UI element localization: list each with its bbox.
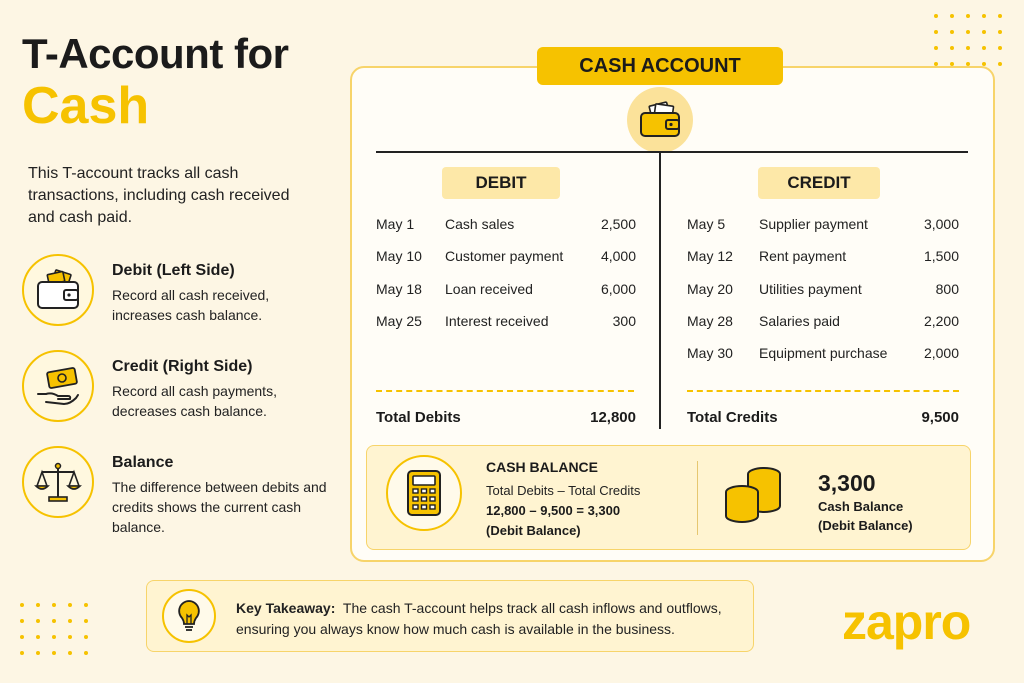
credit-description: Supplier payment [759, 216, 868, 232]
credit-row [687, 313, 959, 333]
intro-text: This T-account tracks all cash transactions, including cash received and cash paid. [28, 165, 290, 226]
page-title-highlight: Cash [22, 77, 150, 135]
cash-balance-calc: 12,800 – 9,500 = 3,300 [486, 503, 621, 518]
debit-date: May 1 [376, 216, 415, 232]
key-takeaway-label: Key Takeaway: [236, 600, 336, 616]
key-takeaway-text [236, 598, 746, 640]
cash-account-title: CASH ACCOUNT [537, 47, 783, 85]
wallet-icon [627, 87, 693, 153]
lightbulb-icon [162, 589, 216, 643]
debit-description: Loan received [445, 281, 533, 297]
credit-date: May 20 [687, 281, 733, 297]
credit-date: May 5 [687, 216, 726, 232]
credit-description: Utilities payment [759, 281, 862, 297]
cash-balance-value: 3,300 [818, 470, 876, 496]
debit-date: May 25 [376, 313, 422, 329]
credit-divider [687, 390, 959, 392]
credit-row [687, 345, 959, 365]
debit-amount: 2,500 [600, 216, 636, 232]
credit-amount: 2,200 [923, 313, 959, 329]
cash-balance-formula: Total Debits – Total Credits [486, 483, 641, 498]
debit-amount: 6,000 [600, 281, 636, 297]
total-debits-value: 12,800 [590, 409, 636, 426]
balance-divider [697, 461, 698, 535]
feature-title: Debit (Left Side) [112, 262, 235, 279]
credit-date: May 12 [687, 248, 733, 264]
debit-row [376, 313, 636, 333]
debit-description: Customer payment [445, 248, 564, 264]
credit-date: May 28 [687, 313, 733, 329]
cash-balance-value-label: Cash Balance [818, 499, 904, 514]
total-debits-label: Total Debits [376, 409, 461, 426]
debit-date: May 10 [376, 248, 422, 264]
credit-row [687, 248, 959, 268]
credit-amount: 1,500 [923, 248, 959, 264]
credit-description: Salaries paid [759, 313, 840, 329]
debit-date: May 18 [376, 281, 422, 297]
credit-description: Rent payment [759, 248, 847, 264]
feature-title: Credit (Right Side) [112, 358, 253, 375]
feature-credit [22, 350, 342, 430]
total-credits-value: 9,500 [921, 409, 959, 426]
page-title: T-Account for [22, 30, 289, 77]
credit-row [687, 281, 959, 301]
brand-logo: zapro [842, 594, 971, 650]
cash-balance-note: (Debit Balance) [486, 523, 581, 538]
total-credits-label: Total Credits [687, 409, 778, 426]
debit-header: DEBIT [442, 167, 560, 199]
debit-row [376, 216, 636, 236]
credit-header: CREDIT [758, 167, 880, 199]
key-takeaway-body: The cash T-account helps track all cash inflows and outflows, ensuring you always know how much cash is available in the business. [236, 600, 722, 637]
decorative-dots [934, 14, 1002, 66]
debit-description: Interest received [445, 313, 549, 329]
decorative-dots [20, 603, 88, 655]
scale-icon [22, 446, 94, 518]
credit-amount: 800 [935, 281, 959, 297]
debit-description: Cash sales [445, 216, 515, 232]
feature-description: Record all cash received, increases cash balance. [112, 287, 270, 323]
feature-debit [22, 254, 342, 334]
t-account-vertical-line [659, 151, 661, 429]
credit-date: May 30 [687, 345, 733, 361]
debit-amount: 4,000 [600, 248, 636, 264]
coins-icon [722, 462, 784, 535]
feature-description: The difference between debits and credits shows the current cash balance. [112, 479, 327, 535]
calculator-icon [386, 455, 462, 531]
debit-divider [376, 390, 634, 392]
credit-description: Equipment purchase [759, 345, 888, 361]
debit-row [376, 248, 636, 268]
credit-amount: 3,000 [923, 216, 959, 232]
feature-balance [22, 446, 342, 535]
cash-balance-title: CASH BALANCE [486, 459, 598, 475]
feature-title: Balance [112, 454, 174, 471]
cash-balance-value-note: (Debit Balance) [818, 518, 913, 533]
credit-amount: 2,000 [923, 345, 959, 361]
wallet-icon [22, 254, 94, 326]
credit-row [687, 216, 959, 236]
debit-amount: 300 [612, 313, 636, 329]
feature-description: Record all cash payments, decreases cash balance. [112, 383, 277, 419]
debit-row [376, 281, 636, 301]
cash-hand-icon [22, 350, 94, 422]
t-account-horizontal-line [376, 151, 968, 153]
